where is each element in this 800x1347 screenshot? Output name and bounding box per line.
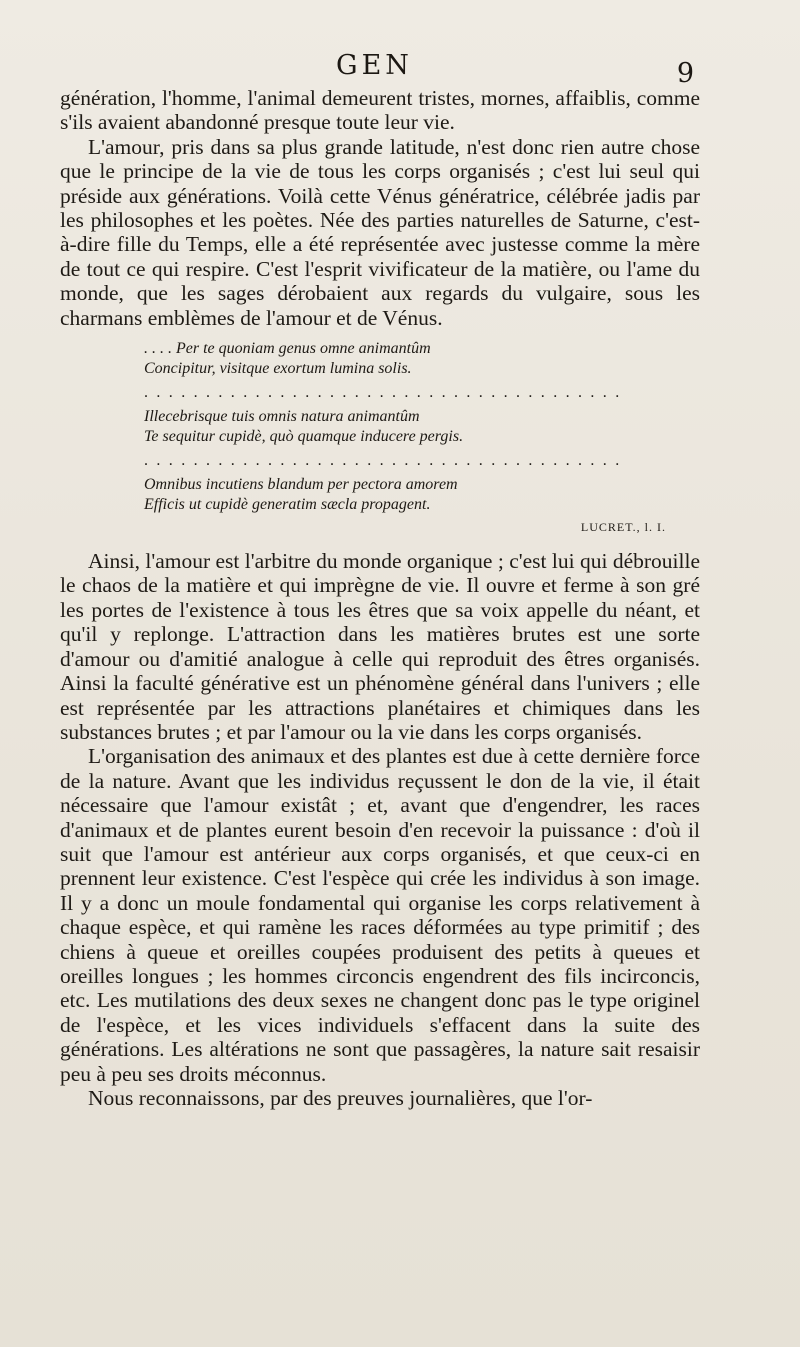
quotation-line: Te sequitur cupidè, quò quamque inducere pergis. xyxy=(144,428,464,446)
body-text xyxy=(60,86,700,1110)
paragraph-2: L'amour, pris dans sa plus grande latitude, n'est donc rien autre chose que le principe de la vie de tous les corps organisés ; c'est lui seul qui préside aux générations. Voilà cette Vénus génératrice, célébrée jadis par les philosophes et les poètes. Née des parties naturelles de Saturne, c'est-à-dire fille du Temps, elle a été représentée avec justesse comme la mère de tout ce qui respire. C'est l'esprit vivificateur de la matière, ou l'ame du monde, que les sages dérobaient aux regards du vulgaire, sous les charmans emblèmes de l'amour et de Vénus. xyxy=(60,134,700,330)
quotation-source: LUCRET., l. I. xyxy=(580,520,666,535)
page-number: 9 xyxy=(676,58,694,89)
quotation-line: Efficis ut cupidè generatim sæcla propagent. xyxy=(144,496,431,514)
ellipsis-line: . . . . . . . . . . . . . . . . . . . . . . . . . . . . . . . . . . . . . . . xyxy=(144,453,622,470)
paragraph-1: génération, l'homme, l'animal demeurent tristes, mornes, affaiblis, comme s'ils avaient abandonné presque toute leur vie. xyxy=(60,86,700,135)
page-header xyxy=(0,50,800,89)
paragraph-5: Nous reconnaissons, par des preuves journalières, que l'or- xyxy=(88,1086,593,1110)
running-head: GEN xyxy=(336,50,413,81)
quotation-line: . . . . Per te quoniam genus omne animantûm xyxy=(144,340,431,358)
quotation-line: Illecebrisque tuis omnis natura animantûm xyxy=(144,408,420,426)
latin-quotation xyxy=(144,339,700,537)
quotation-line: Omnibus incutiens blandum per pectora amorem xyxy=(144,476,458,494)
quotation-line: Concipitur, visitque exortum lumina solis. xyxy=(144,360,412,378)
paragraph-3: Ainsi, l'amour est l'arbitre du monde organique ; c'est lui qui débrouille le chaos de la matière et qui imprègne de vie. Il ouvre et ferme à son gré les portes de l'existence à tous les êtres que sa voix appelle du néant, et qu'il y replonge. L'attraction dans les matières brutes est une sorte d'amour ou d'amitié analogue à celle qui reproduit des êtres organisés. Ainsi la faculté générative est un phénomène général dans l'univers ; elle est représentée par les attractions planétaires et chimiques dans les substances brutes ; et par l'amour ou la vie dans les corps organisés. xyxy=(60,549,700,744)
paragraph-4: L'organisation des animaux et des plantes est due à cette dernière force de la nature. Avant que les individus reçussent le don de la vie, il était nécessaire que l'amour existât ; et, avant que d'engendrer, les races d'animaux et de plantes eurent besoin d'en recevoir la puissance : d'où il suit que l'amour est antérieur aux corps organisés, et que ceux-ci en prennent leur existence. C'est l'espèce qui crée les individus à son image. Il y a donc un moule fondamental qui organise les corps relativement à chaque espèce, et qui ramène les races déformées au type primitif ; des chiens à queue et oreilles coupées produisent des petits à queues et oreilles longues ; les hommes circoncis engendrent des fils incirconcis, etc. Les mutilations des deux sexes ne changent donc pas le type originel de l'espèce, et les vices individuels s'effacent dans la suite des générations. Les altérations ne sont que passagères, la nature sait resaisir peu à peu ses droits méconnus. xyxy=(60,744,700,1086)
ellipsis-line: . . . . . . . . . . . . . . . . . . . . . . . . . . . . . . . . . . . . . . . xyxy=(144,385,622,402)
